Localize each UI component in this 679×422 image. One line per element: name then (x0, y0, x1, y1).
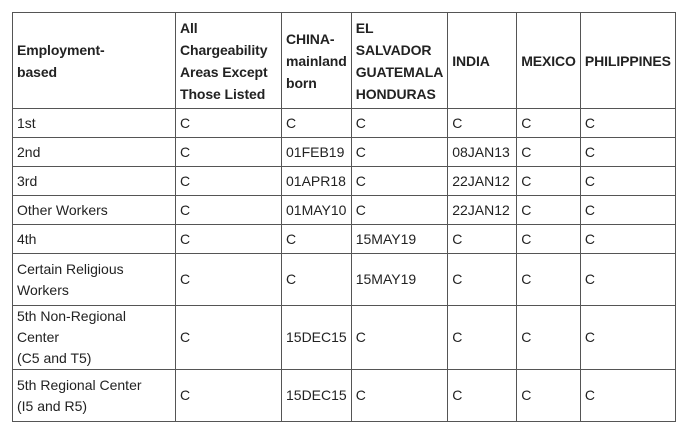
cell-china: C (282, 225, 352, 254)
cell-mexico: C (517, 167, 581, 196)
row-label: 3rd (13, 167, 176, 196)
cell-philippines: C (580, 196, 675, 225)
cell-el-salvador: C (351, 167, 448, 196)
table-row (13, 370, 676, 422)
cell-mexico: C (517, 306, 581, 370)
cell-china: 15DEC15 (282, 306, 352, 370)
cell-el-salvador: 15MAY19 (351, 254, 448, 306)
cell-all-chargeability: C (176, 109, 282, 138)
cell-all-chargeability: C (176, 138, 282, 167)
cell-el-salvador: C (351, 138, 448, 167)
cell-mexico: C (517, 370, 581, 422)
row-label: 4th (13, 225, 176, 254)
cell-philippines: C (580, 109, 675, 138)
final-action-dates-table (12, 12, 676, 422)
row-label: Certain Religious Workers (13, 254, 176, 306)
cell-mexico: C (517, 109, 581, 138)
cell-philippines: C (580, 254, 675, 306)
table-row (13, 306, 676, 370)
cell-china: C (282, 109, 352, 138)
row-label: 1st (13, 109, 176, 138)
cell-india: C (448, 254, 517, 306)
cell-mexico: C (517, 225, 581, 254)
table-row (13, 225, 676, 254)
table-row (13, 138, 676, 167)
header-philippines: PHILIPPINES (580, 13, 675, 109)
cell-china: 01FEB19 (282, 138, 352, 167)
cell-china: 01APR18 (282, 167, 352, 196)
cell-all-chargeability: C (176, 225, 282, 254)
cell-china: 01MAY10 (282, 196, 352, 225)
cell-china: 15DEC15 (282, 370, 352, 422)
header-el-salvador-guatemala-honduras: EL SALVADOR GUATEMALA HONDURAS (351, 13, 448, 109)
cell-philippines: C (580, 306, 675, 370)
cell-all-chargeability: C (176, 196, 282, 225)
cell-mexico: C (517, 138, 581, 167)
cell-china: C (282, 254, 352, 306)
cell-india: C (448, 306, 517, 370)
cell-mexico: C (517, 196, 581, 225)
header-employment-based: Employment- based (13, 13, 176, 109)
cell-india: 22JAN12 (448, 196, 517, 225)
cell-india: C (448, 225, 517, 254)
cell-el-salvador: C (351, 196, 448, 225)
cell-all-chargeability: C (176, 167, 282, 196)
cell-all-chargeability: C (176, 370, 282, 422)
header-india: INDIA (448, 13, 517, 109)
header-china: CHINA- mainland born (282, 13, 352, 109)
cell-philippines: C (580, 370, 675, 422)
cell-india: C (448, 370, 517, 422)
row-label: Other Workers (13, 196, 176, 225)
cell-el-salvador: C (351, 109, 448, 138)
cell-india: C (448, 109, 517, 138)
row-label: 2nd (13, 138, 176, 167)
header-mexico: MEXICO (517, 13, 581, 109)
header-all-chargeability: All Chargeability Areas Except Those Listed (176, 13, 282, 109)
cell-el-salvador: C (351, 306, 448, 370)
header-row (13, 13, 676, 109)
cell-el-salvador: 15MAY19 (351, 225, 448, 254)
cell-all-chargeability: C (176, 306, 282, 370)
cell-philippines: C (580, 225, 675, 254)
table-row (13, 196, 676, 225)
table-row (13, 254, 676, 306)
table-row (13, 109, 676, 138)
cell-all-chargeability: C (176, 254, 282, 306)
cell-el-salvador: C (351, 370, 448, 422)
table-row (13, 167, 676, 196)
row-label: 5th Regional Center (I5 and R5) (13, 370, 176, 422)
row-label: 5th Non-Regional Center (C5 and T5) (13, 306, 176, 370)
cell-india: 22JAN12 (448, 167, 517, 196)
cell-philippines: C (580, 138, 675, 167)
cell-philippines: C (580, 167, 675, 196)
cell-india: 08JAN13 (448, 138, 517, 167)
cell-mexico: C (517, 254, 581, 306)
